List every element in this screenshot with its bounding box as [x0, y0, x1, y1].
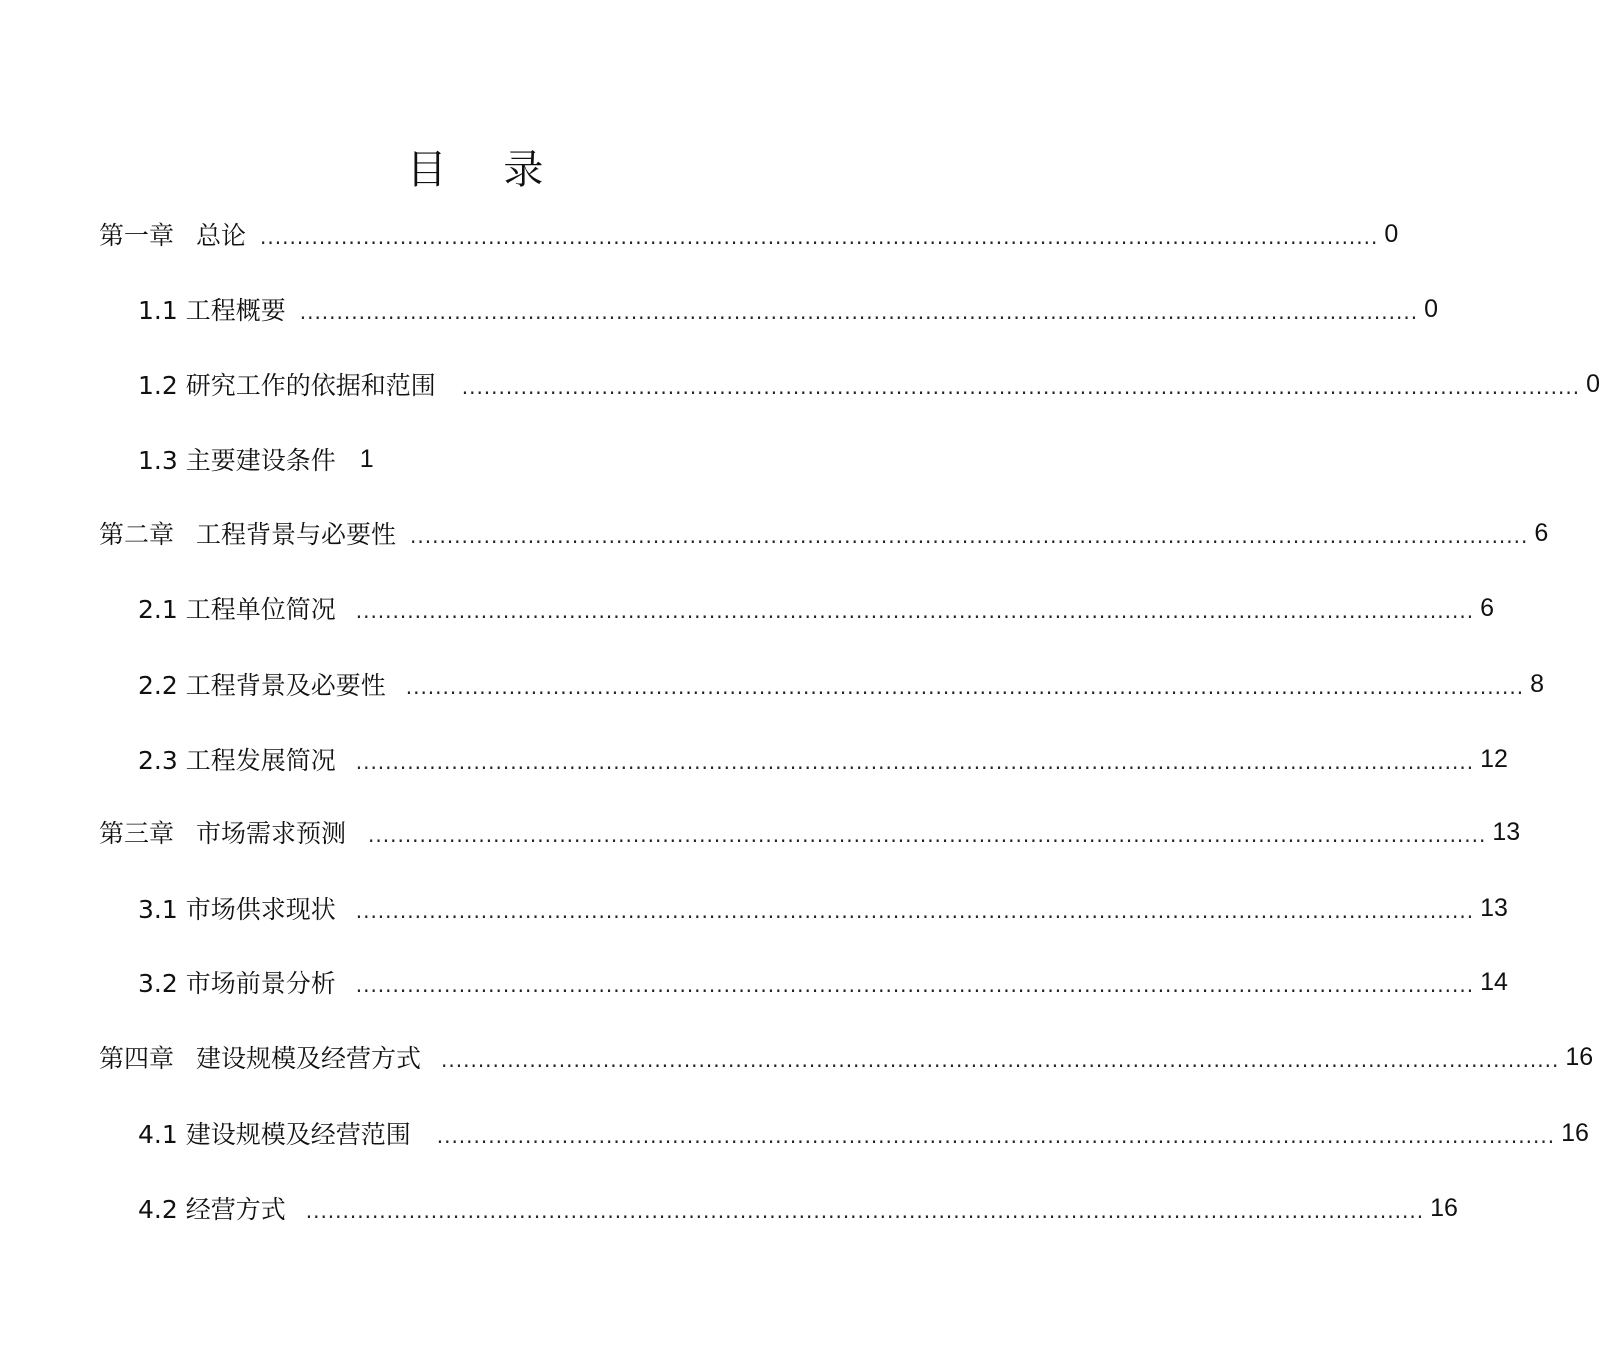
page-title: 目 录 — [406, 147, 566, 193]
toc-section-number: 1.3 — [138, 446, 178, 475]
toc-chapter-2[interactable] — [99, 513, 1549, 553]
toc-chapter-label: 第四章 — [99, 1044, 175, 1073]
toc-section-number: 2.2 — [138, 671, 178, 700]
toc-section-title: 经营方式 — [185, 1195, 286, 1224]
toc-section-number: 4.2 — [138, 1195, 178, 1224]
toc-section-number: 1.2 — [138, 371, 178, 400]
toc-section-number: 2.1 — [138, 595, 178, 624]
toc-leader-dots: ........................................................................................................................................................ — [355, 599, 1475, 623]
toc-page-number: 8 — [1530, 669, 1544, 698]
toc-section-3-2[interactable] — [138, 962, 1508, 1002]
toc-chapter-label: 第一章 — [99, 221, 175, 250]
toc-section-2-1[interactable] — [138, 588, 1494, 628]
toc-chapter-title: 工程背景与必要性 — [196, 520, 397, 549]
toc-leader-dots: ........................................................................................................................................................ — [436, 1124, 1556, 1148]
toc-section-title: 市场前景分析 — [185, 969, 336, 998]
toc-leader-dots: ........................................................................................................................................................ — [305, 1199, 1425, 1223]
toc-section-1-3[interactable] — [138, 439, 538, 479]
toc-section-number: 3.1 — [138, 895, 178, 924]
toc-leader-dots: ........................................................................................................................................................ — [355, 750, 1475, 774]
toc-page-number: 16 — [1430, 1193, 1458, 1222]
toc-leader-dots: ........................................................................................................................................................ — [410, 524, 1529, 548]
toc-chapter-3[interactable] — [99, 812, 1521, 852]
toc-section-2-2[interactable] — [138, 664, 1544, 704]
toc-page-number: 12 — [1480, 744, 1508, 773]
toc-section-number: 4.1 — [138, 1120, 178, 1149]
toc-section-title: 建设规模及经营范围 — [185, 1120, 411, 1149]
toc-page-number: 0 — [1586, 369, 1600, 398]
toc-section-number: 2.3 — [138, 746, 178, 775]
toc-page-number: 16 — [1561, 1118, 1589, 1147]
toc-section-4-1[interactable] — [138, 1113, 1589, 1153]
toc-leader-dots: ........................................................................................................................................................ — [355, 899, 1475, 923]
toc-leader-dots: ........................................................................................................................................................ — [299, 300, 1419, 324]
toc-leader-dots: ........................................................................................................................................................ — [368, 823, 1487, 847]
toc-chapter-title: 市场需求预测 — [196, 819, 347, 848]
toc-page-number: 6 — [1480, 593, 1494, 622]
toc-page-number: 13 — [1480, 893, 1508, 922]
toc-page-number: 1 — [359, 444, 374, 473]
toc-leader-dots: ........................................................................................................................................................ — [441, 1048, 1560, 1072]
toc-chapter-label: 第二章 — [99, 520, 175, 549]
toc-section-1-2[interactable] — [138, 364, 1600, 404]
toc-chapter-4[interactable] — [99, 1037, 1594, 1077]
toc-leader-dots: ........................................................................................................................................................ — [461, 375, 1581, 399]
toc-section-title: 工程发展简况 — [185, 746, 336, 775]
toc-section-title: 工程背景及必要性 — [185, 671, 386, 700]
toc-section-4-2[interactable] — [138, 1188, 1458, 1228]
toc-chapter-title: 建设规模及经营方式 — [196, 1044, 422, 1073]
toc-chapter-1[interactable] — [99, 214, 1399, 254]
toc-page-number: 13 — [1492, 817, 1521, 846]
toc-section-title: 主要建设条件 — [185, 446, 336, 475]
toc-chapter-label: 第三章 — [99, 819, 175, 848]
toc-section-number: 1.1 — [138, 296, 178, 325]
toc-page-number: 0 — [1384, 219, 1399, 248]
toc-section-title: 市场供求现状 — [185, 895, 336, 924]
toc-page-number: 14 — [1480, 967, 1508, 996]
toc-leader-dots: ........................................................................................................................................................ — [405, 675, 1525, 699]
toc-leader-dots: ........................................................................................................................................................ — [260, 225, 1379, 249]
toc-section-number: 3.2 — [138, 969, 178, 998]
toc-page-number: 16 — [1565, 1042, 1594, 1071]
toc-section-3-1[interactable] — [138, 888, 1508, 928]
toc-page-number: 6 — [1534, 518, 1549, 547]
toc-section-title: 研究工作的依据和范围 — [185, 371, 436, 400]
toc-leader-dots: ........................................................................................................................................................ — [355, 973, 1475, 997]
toc-page-number: 0 — [1424, 294, 1438, 323]
toc-section-title: 工程概要 — [185, 296, 286, 325]
toc-section-title: 工程单位简况 — [185, 595, 336, 624]
toc-chapter-title: 总论 — [196, 221, 247, 250]
toc-section-2-3[interactable] — [138, 739, 1508, 779]
toc-section-1-1[interactable] — [138, 289, 1438, 329]
